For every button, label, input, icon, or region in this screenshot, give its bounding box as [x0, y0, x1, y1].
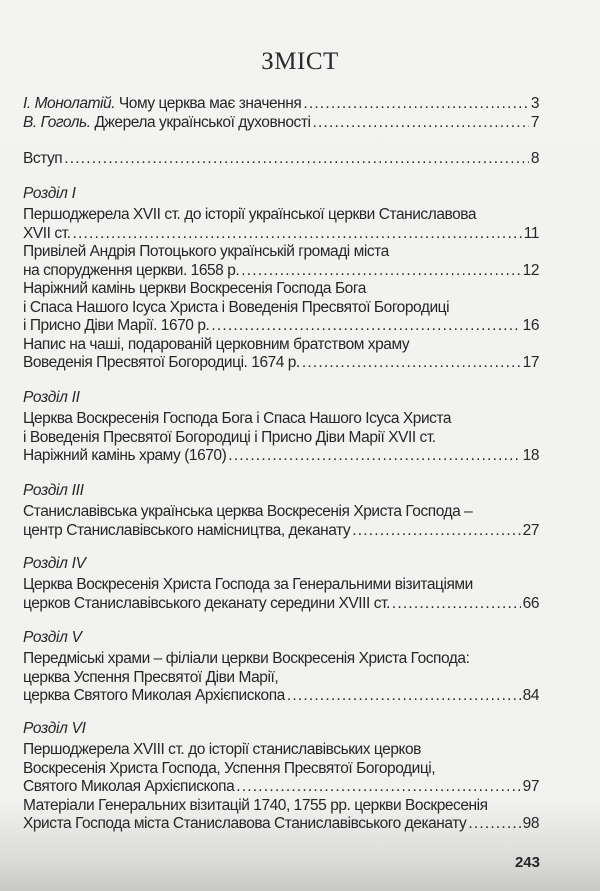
entry-title-line: церква Успення Пресвятої Діви Марії,	[23, 668, 279, 686]
entry-line	[23, 262, 539, 281]
entry-line	[23, 243, 539, 262]
entry-line	[23, 336, 539, 355]
toc-entry[interactable]	[23, 95, 539, 114]
entry-title-line: Напис на чаші, подарованій церковним братством храму	[23, 335, 410, 353]
entry-text	[23, 336, 409, 355]
page-title: ЗМІСТ	[261, 48, 339, 75]
dot-leader	[352, 522, 520, 541]
toc-section	[23, 478, 539, 540]
entry-page-number[interactable]: 97	[522, 778, 539, 795]
entry-line	[23, 503, 539, 522]
entry-text	[23, 669, 278, 688]
entry-title-line: центр Станиславівського намісництва, деканату	[23, 521, 351, 539]
entry-text	[23, 410, 451, 429]
section-heading: Розділ II	[23, 389, 80, 406]
dot-leader	[303, 95, 529, 114]
toc-entry[interactable]	[23, 410, 539, 466]
entry-line	[23, 429, 539, 448]
entry-page-number[interactable]: 11	[523, 224, 539, 242]
entry-line	[23, 576, 539, 595]
entry-text	[23, 576, 473, 595]
entry-page-number[interactable]: 3	[530, 95, 539, 112]
toc-entry[interactable]	[23, 503, 539, 540]
entry-line	[23, 760, 539, 779]
toc-section	[23, 95, 539, 132]
entry-title-line: і Спаса Нашого Ісуса Христа і Воведенія Пресвятої Богородиці	[23, 298, 450, 316]
entry-text	[23, 778, 234, 797]
entry-line	[23, 669, 539, 688]
entry-text	[23, 243, 389, 262]
entry-title-line: Першоджерела XVIII ст. до історії станиславівських церков	[23, 741, 421, 758]
entry-page-number[interactable]: 7	[530, 113, 539, 131]
dot-leader	[236, 778, 520, 797]
dot-leader	[287, 687, 521, 706]
entry-text	[23, 797, 488, 816]
entry-title-line: на спорудження церкви. 1658 р.	[23, 261, 240, 279]
entry-line	[23, 447, 539, 466]
entry-page-number[interactable]: 18	[522, 447, 539, 464]
entry-text	[23, 280, 366, 299]
section-heading: Розділ V	[23, 629, 82, 646]
toc-entry[interactable]	[23, 576, 539, 613]
entry-text	[23, 503, 472, 522]
entry-text	[23, 95, 301, 114]
entry-title-line: і Воведенія Пресвятої Богородиці і Присно Діви Марії XVII ст.	[23, 428, 436, 446]
dot-leader	[392, 595, 521, 614]
dot-leader	[302, 354, 521, 373]
dot-leader	[241, 262, 520, 281]
entry-title-line: Воведенія Пресвятої Богородиці. 1674 р.	[23, 354, 300, 371]
toc-entry[interactable]	[23, 243, 539, 280]
entry-line	[23, 206, 539, 225]
entry-title-line: Христа Господа міста Станиславова Станиславівського деканату	[23, 815, 467, 832]
entry-line	[23, 741, 539, 760]
entry-text	[23, 815, 466, 834]
entry-title-line: Чому церква має значення	[118, 95, 302, 112]
dot-leader	[72, 225, 521, 244]
entry-text	[23, 150, 62, 169]
entry-title-line: Привілей Андрія Потоцького українській громаді міста	[23, 243, 389, 260]
toc-entry[interactable]	[23, 741, 539, 797]
toc-entry[interactable]	[23, 150, 539, 169]
entry-page-number[interactable]: 98	[522, 815, 539, 832]
entry-page-number[interactable]: 8	[530, 150, 539, 167]
page-number: 243	[514, 854, 540, 871]
entry-page-number[interactable]: 84	[522, 687, 539, 704]
entry-text	[23, 299, 449, 318]
section-heading: Розділ VI	[23, 720, 86, 737]
entry-text	[23, 447, 226, 466]
entry-title-line: Церква Воскресенія Господа Бога і Спаса Нашого Ісуса Христа	[23, 410, 452, 427]
entry-title-line: Наріжний камінь храму (1670)	[23, 447, 227, 464]
entry-line	[23, 317, 539, 336]
entry-title-line: Передміські храми – філіали церкви Воскресенія Христа Господа:	[23, 650, 470, 667]
dot-leader	[468, 815, 520, 834]
toc-section	[23, 385, 539, 466]
entry-line	[23, 687, 539, 706]
entry-text	[23, 595, 390, 614]
entry-title-line: церков Станиславівського деканату середини XVIII ст.	[23, 594, 390, 612]
section-heading: Розділ I	[23, 185, 76, 202]
entry-title-line: Станиславівська українська церква Воскресенія Христа Господа –	[23, 503, 473, 520]
entry-line	[23, 95, 539, 114]
entry-line	[23, 522, 539, 541]
entry-text	[23, 354, 300, 373]
entry-text	[23, 206, 476, 225]
entry-text	[23, 687, 285, 706]
entry-text	[23, 225, 70, 244]
entry-line	[23, 410, 539, 429]
entry-text	[23, 522, 350, 541]
entry-text	[23, 650, 469, 669]
entry-title-line: Першоджерела XVII ст. до історії української церкви Станиславова	[23, 206, 477, 223]
entry-page-number[interactable]: 27	[522, 521, 539, 539]
entry-title-line: Вступ	[23, 150, 63, 167]
toc-section	[23, 181, 539, 373]
toc-entry[interactable]	[23, 797, 539, 834]
toc-section	[23, 150, 539, 169]
toc-entry[interactable]	[23, 336, 539, 373]
entry-title-line: Наріжний камінь церкви Воскресенія Господа Бога	[23, 280, 366, 297]
entry-line	[23, 797, 539, 816]
entry-page-number[interactable]: 16	[522, 317, 539, 334]
section-heading: Розділ III	[23, 482, 84, 499]
toc-section	[23, 716, 539, 834]
entry-page-number[interactable]: 17	[522, 354, 539, 371]
entry-line	[23, 114, 539, 133]
entry-text	[23, 317, 209, 336]
toc-section	[23, 625, 539, 706]
entry-line	[23, 354, 539, 373]
section-heading: Розділ IV	[23, 555, 86, 572]
entry-title-line: Святого Миколая Архієпископа	[23, 778, 235, 795]
entry-text	[23, 760, 435, 779]
entry-title-line: церква Святого Миколая Архієпископа	[23, 687, 285, 704]
dot-leader	[211, 317, 520, 336]
entry-author: І. Монолатій.	[23, 95, 116, 112]
entry-line	[23, 650, 539, 669]
entry-text	[23, 429, 436, 448]
entry-title-line: і Присно Діви Марії. 1670 р.	[23, 317, 210, 334]
entry-title-line: Церква Воскресенія Христа Господа за Генеральними візитаціями	[23, 576, 473, 593]
entry-line	[23, 150, 539, 169]
toc-entry[interactable]	[23, 280, 539, 336]
entry-text	[23, 114, 311, 133]
entry-line	[23, 280, 539, 299]
entry-author: В. Гоголь.	[23, 113, 91, 131]
entry-title-line: Воскресенія Христа Господа, Успення Пресвятої Богородиці,	[23, 759, 436, 777]
entry-line	[23, 815, 539, 834]
entry-text	[23, 262, 239, 281]
entry-line	[23, 299, 539, 318]
dot-leader	[228, 447, 520, 466]
toc-section	[23, 551, 539, 613]
entry-text	[23, 741, 421, 760]
entry-line	[23, 225, 539, 244]
entry-title-line: Джерела української духовності	[94, 113, 311, 131]
entry-page-number[interactable]: 12	[522, 261, 539, 279]
toc-entry[interactable]	[23, 206, 539, 243]
entry-title-line: Матеріали Генеральних візитацій 1740, 1755 рр. церкви Воскресенія	[23, 796, 488, 814]
toc-entry[interactable]	[23, 114, 539, 133]
dot-leader	[64, 150, 529, 169]
toc-entry[interactable]	[23, 650, 539, 706]
entry-line	[23, 595, 539, 614]
entry-line	[23, 778, 539, 797]
dot-leader	[313, 114, 529, 133]
entry-page-number[interactable]: 66	[522, 594, 539, 612]
entry-title-line: XVII ст.	[23, 224, 71, 242]
